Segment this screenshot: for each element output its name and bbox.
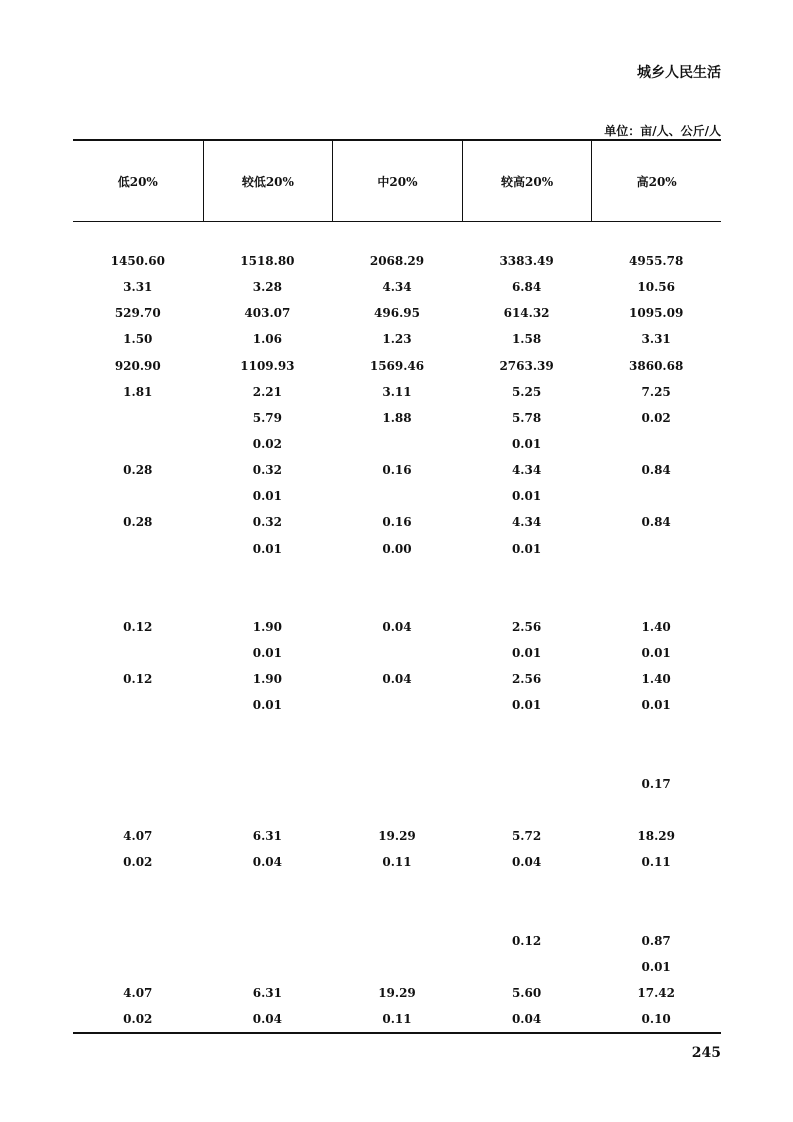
table-row [73,300,721,326]
table-row [73,379,721,405]
table-header-row [73,141,721,221]
table-row [73,980,721,1006]
table-cell: 0.32 [252,463,282,478]
table-cell: 1450.60 [110,254,165,269]
table-row [73,797,721,823]
table-row [73,928,721,954]
table-cell: 1095.09 [629,306,684,321]
table-cell: 6.31 [252,986,282,1000]
table-cell: 0.12 [123,672,153,687]
page-number: 245 [691,1045,721,1061]
table-row [73,457,721,483]
table-row [73,954,721,980]
table-cell: 0.17 [641,776,671,791]
table-cell: 4.07 [123,829,153,844]
table-cell: 10.56 [637,280,675,295]
table-cell: 2.56 [511,672,542,687]
table-row [73,614,721,640]
table-cell: 0.04 [252,1012,282,1027]
table-row [73,745,721,771]
table-cell: 5.78 [511,410,542,425]
table-cell: 0.01 [511,646,542,661]
table-row [73,431,721,457]
table-cell: 18.29 [637,829,675,844]
table-cell: 0.01 [641,959,671,974]
table-cell: 1.40 [641,672,671,687]
table-cell: 0.04 [382,672,412,687]
table-cell: 403.07 [244,306,291,321]
table-header-rule [73,221,721,222]
table-cell: 0.04 [511,855,542,870]
table-cell: 529.70 [114,306,161,321]
column-header: 中20% [332,141,462,221]
table-cell: 0.01 [641,646,671,661]
table-row [73,562,721,588]
table-cell: 1569.46 [369,358,425,373]
table-cell: 0.02 [252,437,282,452]
table-cell: 2.56 [511,620,542,635]
table-row [73,692,721,718]
table-cell: 0.11 [382,855,412,870]
table-cell: 4.34 [511,515,542,530]
table-cell: 1109.93 [240,358,295,373]
table-cell: 6.84 [511,280,542,295]
column-header: 较低20% [203,141,333,221]
table-cell: 1.58 [511,332,542,347]
table-cell: 920.90 [114,358,161,373]
table-row [73,326,721,352]
table-cell: 4.07 [123,986,153,1000]
table-cell: 0.16 [382,463,412,478]
table-row [73,902,721,928]
table-cell: 4955.78 [629,254,684,269]
table-cell: 0.12 [123,620,153,635]
table-cell: 0.10 [641,1012,671,1027]
table-row [73,483,721,509]
table-cell: 0.01 [252,698,282,713]
table-cell: 3.31 [641,332,671,347]
table-cell: 0.01 [641,698,671,713]
table-cell: 6.31 [252,829,282,844]
table-cell: 1518.80 [240,254,295,269]
table-cell: 0.01 [511,489,542,504]
table-row [73,536,721,562]
table-cell: 1.90 [252,672,282,687]
table-cell: 0.02 [641,410,671,425]
table-cell: 5.60 [511,986,542,1000]
table-cell: 0.02 [123,855,153,870]
table-row [73,719,721,745]
table-cell: 0.16 [382,515,412,530]
table-cell: 3383.49 [499,254,554,269]
table-row [73,274,721,300]
table-cell: 0.00 [382,541,412,556]
table-cell: 2.21 [252,384,282,399]
column-header: 低20% [117,174,158,189]
table-cell: 5.72 [511,829,542,844]
table-cell: 0.01 [252,646,282,661]
table-row [73,353,721,379]
table-row [73,823,721,849]
table-cell: 3860.68 [629,358,684,373]
table-cell: 0.28 [123,463,153,478]
table-cell: 17.42 [637,986,675,1000]
table-cell: 614.32 [503,306,550,321]
table-row [73,640,721,666]
table-row [73,405,721,431]
table-cell: 7.25 [641,384,671,399]
table-cell: 0.12 [511,933,542,948]
table-row [73,509,721,535]
column-header: 高20% [591,141,721,221]
table-cell: 4.34 [382,280,412,295]
table-cell: 1.23 [382,332,412,347]
table-cell: 0.11 [641,855,671,870]
table-cell: 3.31 [123,280,153,295]
table-cell: 0.01 [511,698,542,713]
table-cell: 496.95 [374,306,420,321]
table-row [73,849,721,875]
table-cell: 3.11 [382,384,412,399]
table-cell: 4.34 [511,463,542,478]
table-cell: 1.06 [252,332,282,347]
table-row [73,875,721,901]
table-cell: 0.84 [641,463,671,478]
table-cell: 19.29 [378,829,416,844]
table-cell: 19.29 [378,986,416,1000]
table-cell: 0.01 [511,437,542,452]
running-head: 城乡人民生活 [637,65,721,81]
unit-note: 单位：亩/人、公斤/人 [604,124,721,138]
table-cell: 0.04 [382,620,412,635]
table-cell: 5.25 [511,384,542,399]
table-cell: 0.04 [511,1012,542,1027]
table-cell: 0.01 [511,541,542,556]
table-row [73,666,721,692]
column-header: 较高20% [462,141,592,221]
table-cell: 2763.39 [499,358,554,373]
table-cell: 0.04 [252,855,282,870]
table-cell: 0.01 [252,541,282,556]
table-row [73,248,721,274]
table-cell: 3.28 [252,280,282,295]
table-body [73,248,721,1032]
table-cell: 0.01 [252,489,282,504]
table-bottom-rule [73,1032,721,1034]
table-cell: 0.11 [382,1012,412,1027]
table-cell: 0.84 [641,515,671,530]
table-row [73,1006,721,1032]
table-cell: 1.50 [123,332,153,347]
table-row [73,771,721,797]
table-cell: 0.87 [641,933,671,948]
table-row [73,588,721,614]
table-cell: 5.79 [252,410,282,425]
table-cell: 1.40 [641,620,671,635]
table-cell: 2068.29 [369,254,425,269]
table-cell: 0.02 [123,1012,153,1027]
table-cell: 1.88 [382,410,412,425]
table-cell: 0.28 [123,515,153,530]
table-cell: 0.32 [252,515,282,530]
table-cell: 1.90 [252,620,282,635]
table-cell: 1.81 [123,384,153,399]
